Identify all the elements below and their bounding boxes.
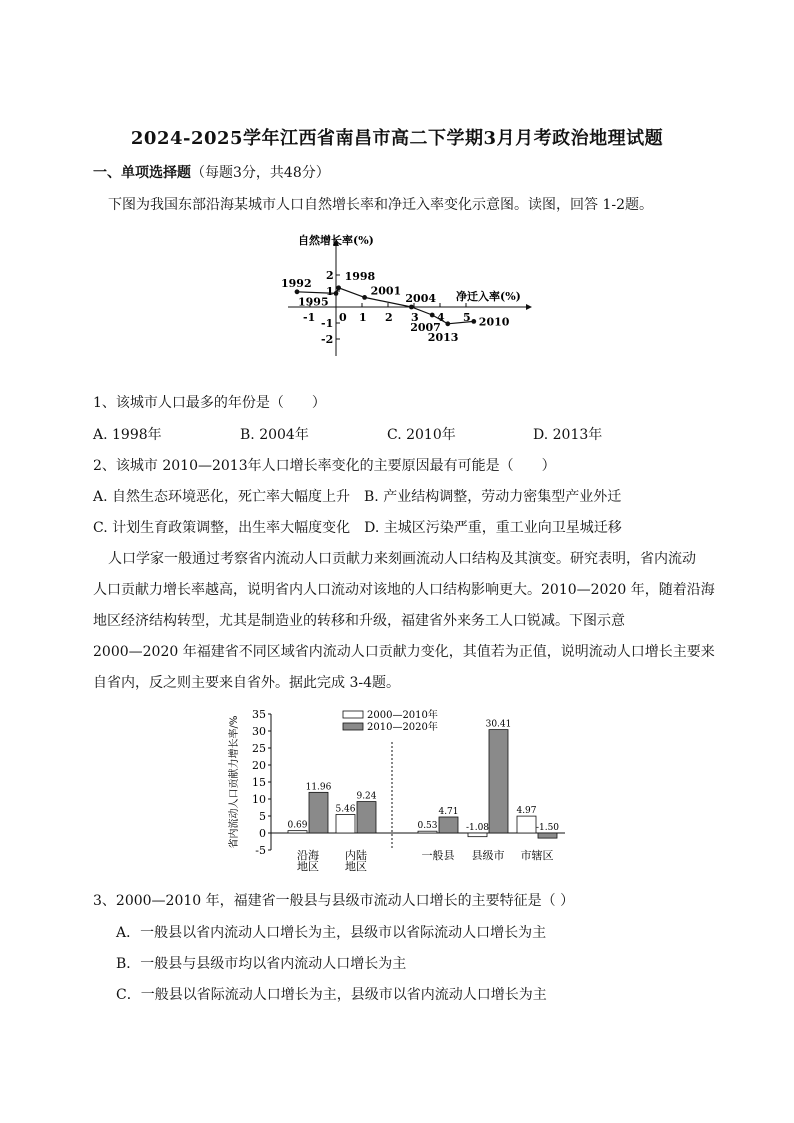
q3-stem: 3、2000—2010 年，福建省一般县与县级市流动人口增长的主要特征是（ ）: [93, 893, 575, 909]
bar-2-0: [418, 831, 437, 833]
q2-options-ab: A. 自然生态环境恶化，死亡率大幅度上升 B. 产业结构调整，劳动力密集型产业外迁: [93, 489, 622, 505]
y-tick-label: 2: [326, 269, 334, 282]
chart1-layer: [281, 233, 532, 356]
bar-4-0: [517, 816, 536, 833]
y-tick-label: 0: [259, 827, 266, 840]
bar-label-2-0: 0.53: [417, 821, 438, 832]
x-axis-label: 净迁入率(%): [456, 290, 521, 303]
bar-2-1: [439, 817, 458, 833]
y-axis-label: 省内流动人口贡献力增长率/%: [229, 715, 240, 849]
data-point-1992: [295, 289, 300, 294]
bar-label-2-1: 4.71: [438, 806, 459, 817]
y-tick-label: 1: [326, 285, 334, 298]
section-heading-label: 一、单项选择题: [93, 165, 191, 181]
legend-label-0: 2000—2010年: [367, 710, 438, 721]
bar-label-3-0: -1.08: [465, 823, 490, 833]
q1-option-b: B. 2004年: [240, 427, 309, 443]
x-axis-arrow: [526, 304, 532, 310]
q3-option-c: C．一般县以省际流动人口增长为主，县级市以省内流动人口增长为主: [116, 987, 547, 1003]
y-tick-label: -2: [321, 333, 334, 346]
section-heading: [93, 162, 330, 182]
q2-options-cd: C. 计划生育政策调整，出生率大幅度变化 D. 主城区污染严重，重工业向卫星城迁移: [93, 520, 622, 536]
q3-option-b: B．一般县与县级市均以省内流动人口增长为主: [116, 956, 407, 972]
q1-option-d: D. 2013年: [533, 427, 603, 443]
y-tick-label: 30: [252, 725, 266, 738]
data-point-1998: [336, 285, 341, 290]
point-label-2010: 2010: [478, 315, 510, 329]
x-tick-label: 1: [359, 311, 367, 324]
bar-label-4-1: -1.50: [535, 823, 560, 833]
q1-stem: 1、该城市人口最多的年份是（ ）: [93, 395, 326, 411]
legend-swatch-0: [343, 711, 363, 718]
data-point-1995: [334, 291, 339, 296]
passage-line-4: 2000—2020 年福建省不同区域省内流动人口贡献力变化，其值若为正值，说明流动人口增长主要来: [93, 644, 715, 660]
passage-line-1: 人口学家一般通过考察省内流动人口贡献力来刻画流动人口结构及其演变。研究表明，省内流动: [108, 551, 696, 567]
y-tick-label: 20: [252, 759, 266, 772]
bar-3-1: [489, 730, 508, 833]
page-title: 2024-2025学年江西省南昌市高二下学期3月月考政治地理试题: [130, 128, 664, 149]
x-tick-label: 3: [411, 311, 419, 324]
bar-4-1: [538, 833, 557, 838]
q3-option-a: A．一般县以省内流动人口增长为主，县级市以省际流动人口增长为主: [116, 925, 547, 941]
bar-label-1-0: 5.46: [335, 804, 356, 815]
point-label-1992: 1992: [281, 276, 312, 290]
point-label-2001: 2001: [370, 284, 402, 298]
y-tick-label: 15: [252, 776, 266, 789]
category-label-3-0: 县级市: [471, 849, 505, 862]
point-label-2013: 2013: [427, 330, 459, 344]
x-tick-label: 2: [385, 311, 393, 324]
q1-option-c: C. 2010年: [387, 427, 456, 443]
category-label-0-0: 沿海: [297, 849, 319, 862]
legend-swatch-1: [343, 723, 363, 730]
data-point-2013: [445, 321, 450, 326]
y-tick-label: 5: [259, 810, 266, 823]
bar-0-0: [288, 831, 307, 833]
y-tick-label: -5: [255, 844, 266, 857]
y-tick-label: 10: [252, 793, 266, 806]
intro-q1-2: 下图为我国东部沿海某城市人口自然增长率和净迁入率变化示意图。读图，回答 1-2题。: [108, 197, 653, 213]
bar-1-0: [336, 814, 355, 833]
y-axis-label: 自然增长率(%): [298, 234, 374, 247]
point-label-2007: 2007: [410, 321, 441, 334]
bar-label-4-0: 4.97: [516, 806, 537, 817]
data-point-2010: [471, 319, 476, 324]
data-point-2004: [409, 305, 414, 310]
bar-label-0-0: 0.69: [287, 820, 308, 831]
q1-option-a: A. 1998年: [93, 427, 162, 443]
passage-line-2: 人口贡献力增长率越高，说明省内人口流动对该地的人口结构影响更大。2010—2020 年，随着沿海: [93, 582, 715, 598]
category-label-0-1: 地区: [297, 860, 319, 873]
data-point-2007: [430, 313, 435, 318]
bar-0-1: [309, 792, 328, 833]
bar-label-1-1: 9.24: [356, 791, 377, 802]
x-tick-label: 5: [463, 311, 471, 324]
bar-1-1: [357, 802, 376, 833]
q2-stem: 2、该城市 2010—2013年人口增长率变化的主要原因最有可能是（ ）: [93, 458, 556, 474]
point-label-1998: 1998: [344, 269, 376, 283]
chart2-layer: [227, 708, 565, 873]
category-label-2-0: 一般县: [421, 849, 455, 862]
category-label-1-0: 内陆: [345, 849, 367, 862]
passage-line-5: 自省内，反之则主要来自省外。据此完成 3-4题。: [93, 675, 400, 691]
data-point-2001: [362, 295, 367, 300]
point-label-2004: 2004: [405, 292, 437, 305]
y-tick-label: 25: [252, 742, 266, 755]
x-tick-label: 0: [339, 311, 347, 324]
point-label-1995: 1995: [298, 295, 329, 309]
bar-3-0: [468, 833, 487, 837]
contribution-bar-chart: [225, 704, 585, 874]
y-tick-label: -1: [321, 317, 334, 330]
x-tick-label: -1: [303, 311, 316, 324]
bar-label-0-1: 11.96: [305, 782, 332, 793]
bar-label-3-1: 30.41: [485, 719, 512, 730]
section-heading-note: （每题3分，共48分）: [191, 165, 330, 181]
population-rate-chart: [270, 228, 540, 358]
x-tick-label: 4: [437, 311, 445, 324]
passage-line-3: 地区经济结构转型，尤其是制造业的转移和升级，福建省外来务工人口锐减。下图示意: [93, 613, 625, 629]
category-label-1-1: 地区: [345, 860, 367, 873]
legend-label-1: 2010—2020年: [367, 722, 438, 733]
category-label-4-0: 市辖区: [520, 849, 554, 862]
y-tick-label: 35: [252, 708, 266, 721]
